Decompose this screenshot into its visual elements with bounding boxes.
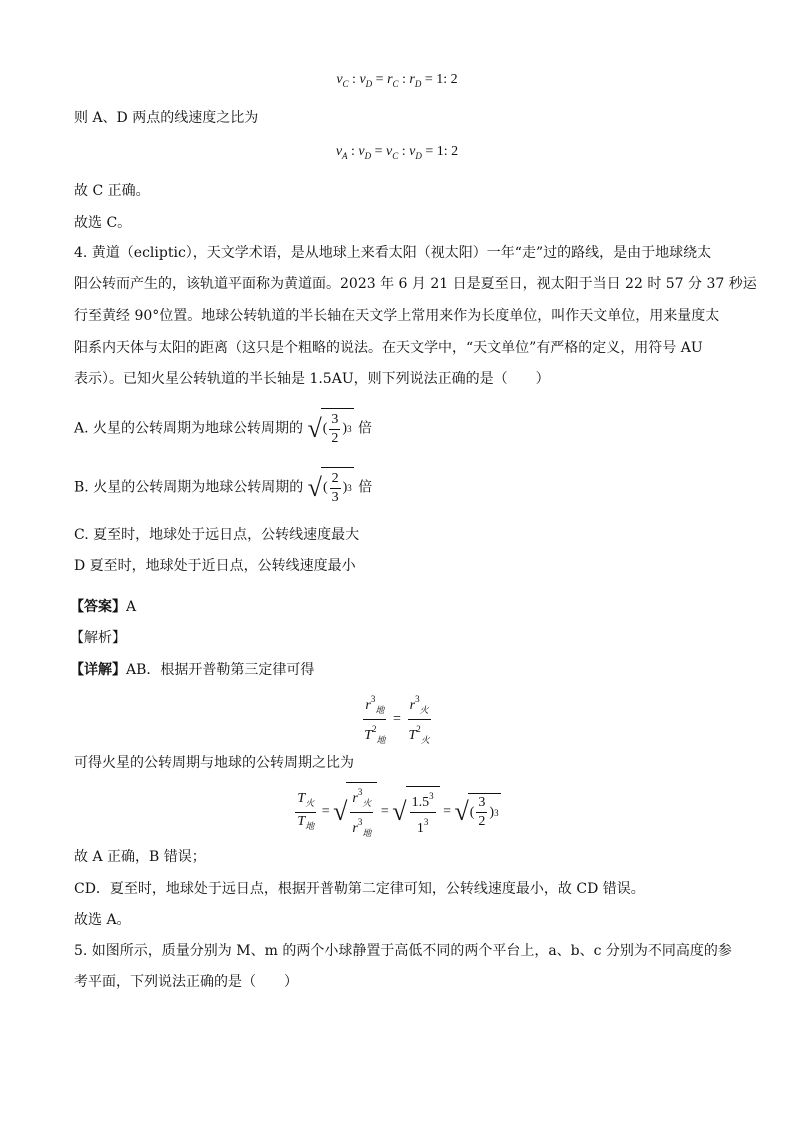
equation-vc-vd: $v_C$ : $v_D = r_C$ : $r_D = 1$: 2 [336,72,458,89]
text-line: 可得火星的公转周期与地球的公转周期之比为 [74,755,354,771]
analysis-tag: 【解析】 [70,630,126,646]
question-4-line: 行至黄经 90°位置。地球公转轨道的半长轴在天文学上常用来作为长度单位，叫作天文单位，用来量度太 [74,308,720,324]
detail-text: AB．根据开普勒第三定律可得 [126,662,315,678]
detail-line [70,660,314,680]
answer-tag: 【答案】 [70,599,126,615]
question-4-line: 表示）。已知火星公转轨道的半长轴是 1.5AU，则下列说法正确的是（ ） [74,371,550,387]
detail-tag: 【详解】 [70,662,126,678]
option-c: C. 夏至时，地球处于远日点，公转线速度最大 [74,527,360,543]
question-5-line: 5. 如图所示，质量分别为 M、m 的两个小球静置于高低不同的两个平台上，a、b、c 分别为不同高度的参 [74,943,732,959]
option-d: D 夏至时，地球处于近日点，公转线速度最小 [74,558,356,574]
text-line: CD．夏至时，地球处于远日点，根据开普勒第二定律可知，公转线速度最小，故 CD 错误。 [74,881,645,897]
question-5-line: 考平面，下列说法正确的是（ ） [74,974,298,990]
answer-value: A [126,599,137,615]
text-line: 故 A 正确，B 错误； [74,849,206,865]
option-b: B. 火星的公转周期为地球公转周期的 √ ( $\frac{2}{3}$ ) 3 倍 [74,467,372,508]
option-a: A. 火星的公转周期为地球公转周期的 √ ( $\frac{3}{2}$ ) 3 倍 [74,408,372,449]
text-line: 则 A、D 两点的线速度之比为 [74,110,259,126]
question-4-line: 阳系内天体与太阳的距离（这只是个粗略的说法。在天文学中，“天文单位”有严格的定义，用符号 AU [74,340,703,356]
sqrt-expression: √ ( $\frac{3}{2}$ ) 3 [307,408,353,449]
text-line: 故选 A。 [74,912,131,928]
equation-kepler-third-law: $\frac{r^3_地}{T^2_地}$ = $\frac{r^3_火}{T^2_火}$ [0,690,794,749]
text-line: 故选 C。 [74,215,132,231]
question-4-line: 4. 黄道（ecliptic），天文学术语，是从地球上来看太阳（视太阳）一年“走”过的路线，是由于地球绕太 [74,245,712,261]
equation-va-vd: $v_A$ : $v_D = v_C$ : $v_D = 1$: 2 [335,144,459,161]
question-4-line: 阳公转而产生的，该轨道平面称为黄道面。2023 年 6 月 21 日是夏至日，视太阳于当日 22 时 57 分 37 秒运 [74,276,757,292]
answer-line [70,597,136,617]
equation-period-ratio: $\frac{T_火}{T_地}$ = √ $\frac{r^3_火}{r^3_地}$ = √ $\frac{1.5^3}{1^3}$ = √ ( $\frac{3}{2}$ ) 3 [0,782,794,842]
text-line: 故 C 正确。 [74,183,150,199]
sqrt-expression: √ ( $\frac{2}{3}$ ) 3 [308,467,354,508]
